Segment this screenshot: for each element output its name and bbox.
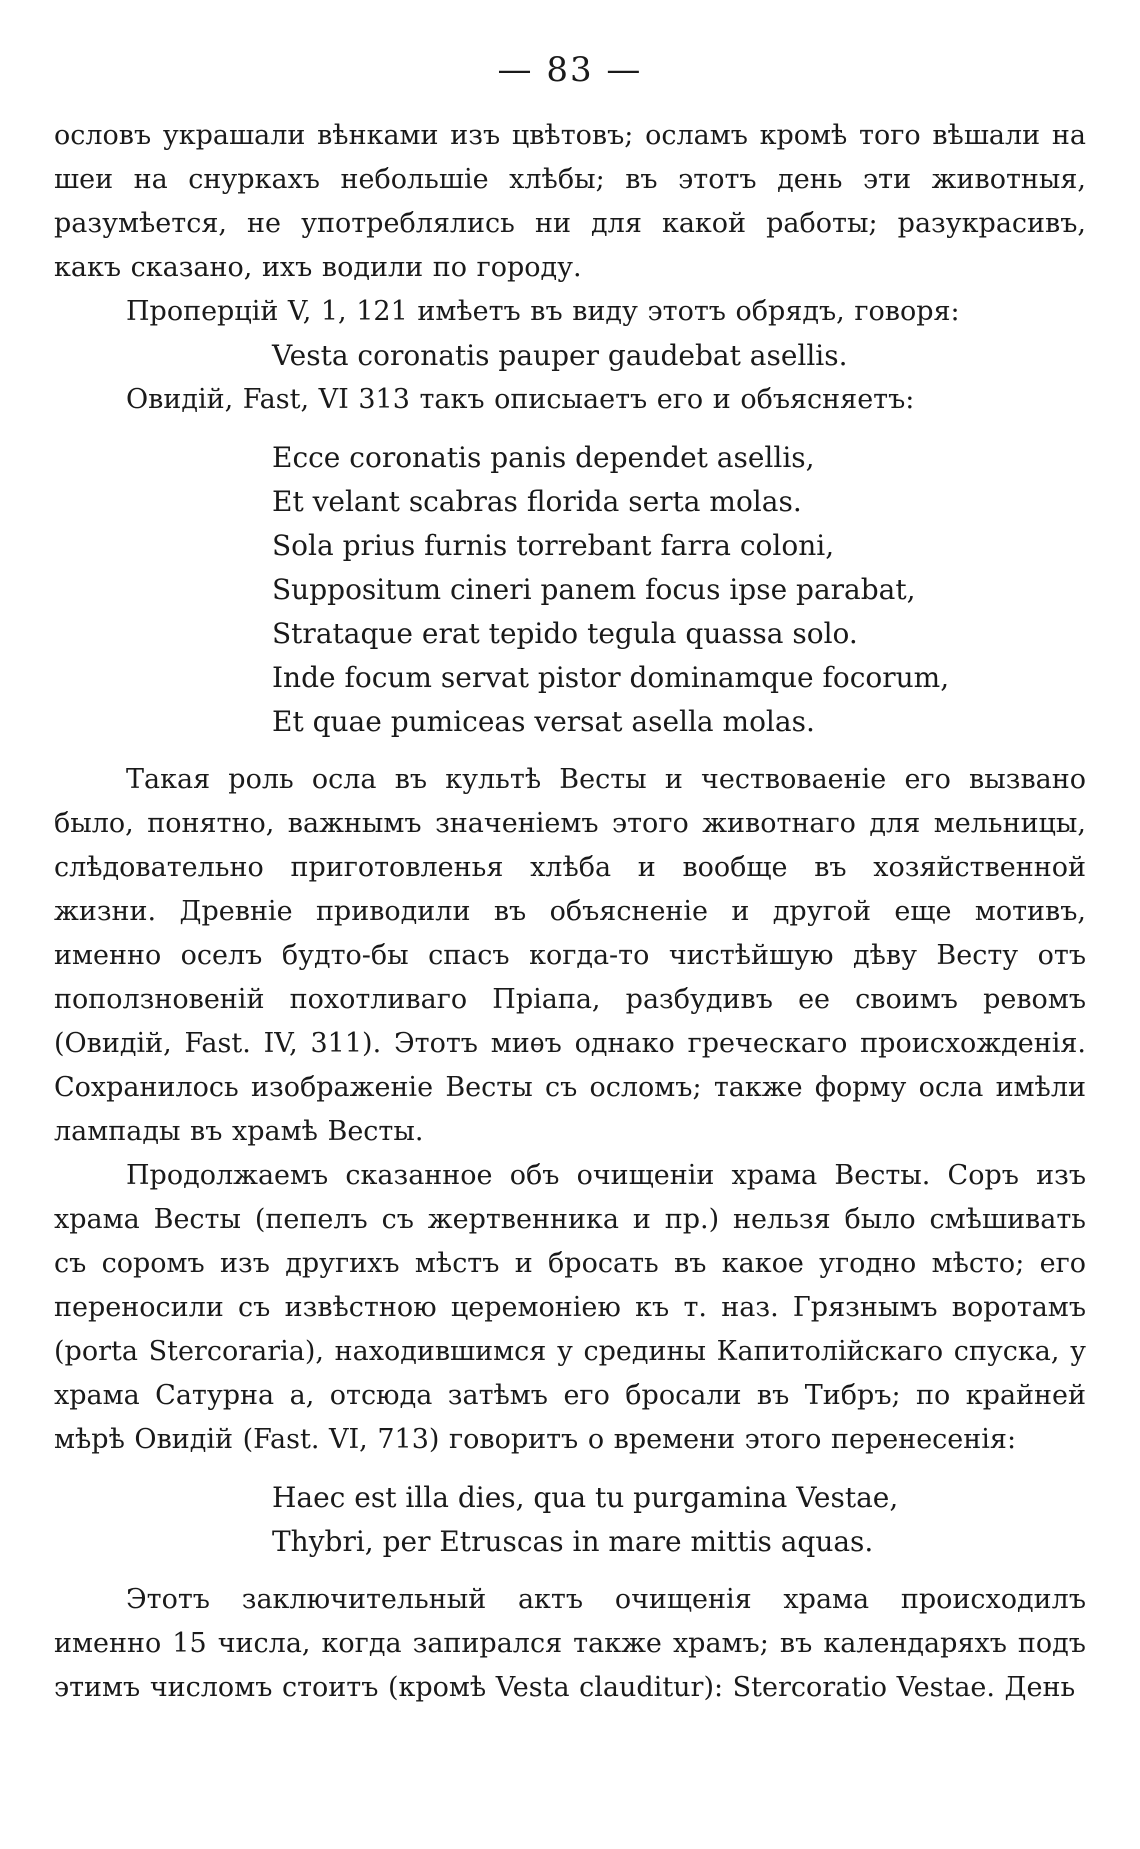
verse-line: Sola prius furnis torrebant farra coloni,: [272, 529, 835, 562]
verse-block-ovid-313: [54, 436, 1086, 744]
verse-line: Et velant scabras florida serta molas.: [272, 485, 802, 518]
verse-line: Thybri, per Etruscas in mare mittis aquas.: [272, 1525, 874, 1558]
quote-propertius: Vesta coronatis pauper gaudebat asellis.: [272, 339, 848, 372]
verse-line: Et quae pumiceas versat asella molas.: [272, 705, 815, 738]
paragraph-donkey-role: Такая роль осла въ культѣ Весты и чествоваеніе его вызвано было, понятно, важнымъ значеніемъ этого животнаго для мельницы, слѣдовательно приготовленья хлѣба и вообще въ хозяйственной жизни. Древніе приводили въ объясненіе и другой еще мотивъ, именно оселъ будто-бы спасъ когда-то чистѣйшую дѣву Весту отъ поползновеній похотливаго Пріапа, разбудивъ ее своимъ ревомъ (Овидій, Fast. IV, 311). Этотъ миѳъ однако греческаго происхожденія. Сохранилось изображеніе Весты съ осломъ; также форму осла имѣли лампады въ храмѣ Весты.: [54, 764, 1086, 1147]
verse-line: Haec est illa dies, qua tu purgamina Vestae,: [272, 1481, 899, 1514]
verse-block-ovid-713: [54, 1476, 1086, 1564]
page-number: — 83 —: [497, 50, 643, 90]
paragraph-continuation: ословъ украшали вѣнками изъ цвѣтовъ; осламъ кромѣ того вѣшали на шеи на снуркахъ небольшіе хлѣбы; въ этотъ день эти животныя, разумѣется, не употреблялись ни для какой работы; разукрасивъ, какъ сказано, ихъ водили по городу.: [54, 120, 1086, 283]
paragraph-temple-cleaning: Продолжаемъ сказанное объ очищеніи храма Весты. Соръ изъ храма Весты (пепелъ съ жертвенника и пр.) нельзя было смѣшивать съ соромъ изъ другихъ мѣстъ и бросать въ какое угодно мѣсто; его переносили съ извѣстною церемоніею къ т. наз. Грязнымъ воротамъ (porta Stercoraria), находившимся у средины Капитолійскаго спуска, у храма Сатурна а, отсюда затѣмъ его бросали въ Тибръ; по крайней мѣрѣ Овидій (Fast. VI, 713) говоритъ о времени этого перенесенія:: [54, 1160, 1086, 1455]
paragraph-final-act: Этотъ заключительный актъ очищенія храма происходилъ именно 15 числа, когда запирался также храмъ; въ календаряхъ подъ этимъ числомъ стоитъ (кромѣ Vesta clauditur): Stercoratio Vestae. День: [54, 1584, 1086, 1703]
verse-line: Inde focum servat pistor dominamque focorum,: [272, 661, 950, 694]
paragraph-propertius: Проперцій V, 1, 121 имѣетъ въ виду этотъ обрядъ, говоря:: [126, 296, 960, 327]
verse-line: Suppositum cineri panem focus ipse parabat,: [272, 573, 916, 606]
verse-line: Strataque erat tepido tegula quassa solo.: [272, 617, 858, 650]
verse-line: Ecce coronatis panis dependet asellis,: [272, 441, 815, 474]
paragraph-ovid-intro: Овидій, Fast, VI 313 такъ описыаетъ его и объясняетъ:: [126, 384, 915, 415]
